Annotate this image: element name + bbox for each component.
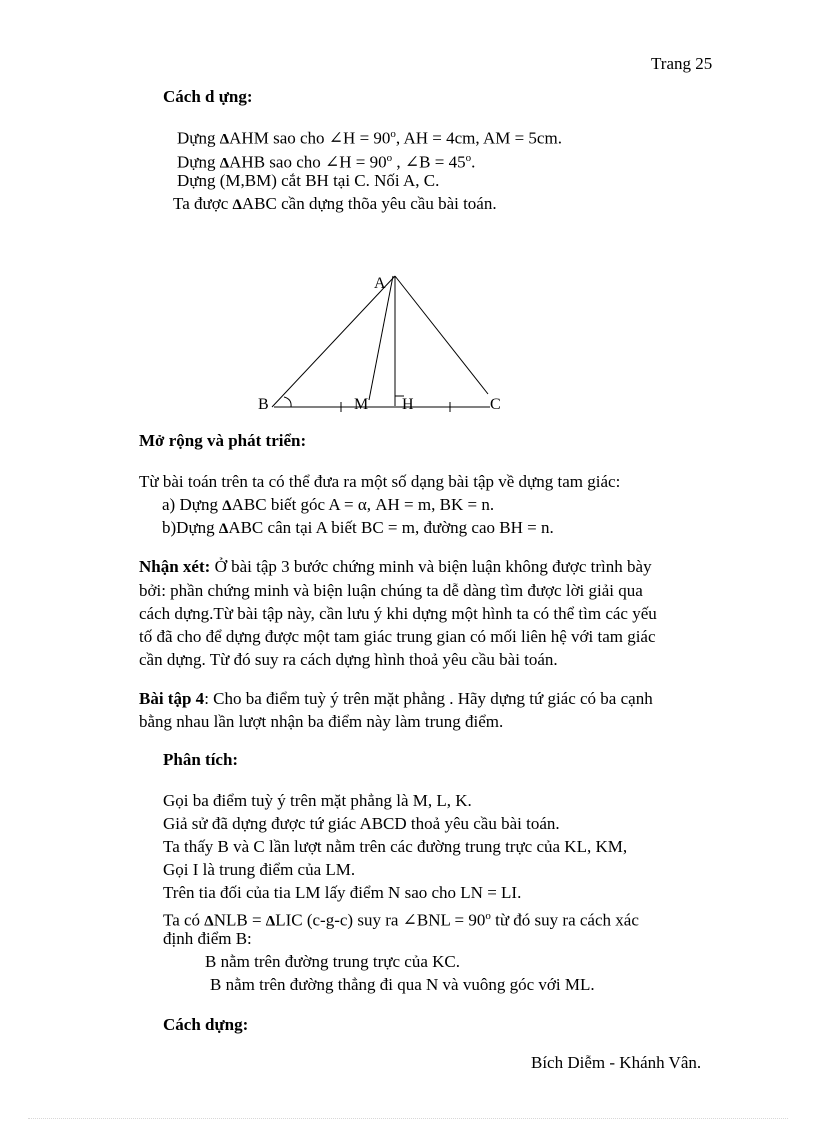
label-h: H: [402, 396, 414, 413]
triangle-icon: Δ: [232, 197, 242, 213]
exercise4-label: Bài tập 4: [139, 689, 205, 708]
analysis-line-9: B nằm trên đường thẳng đi qua N và vuông góc với ML.: [210, 975, 595, 994]
angle-icon: ∠: [328, 128, 344, 148]
page-number: Trang 25: [651, 54, 713, 73]
angle-mark: [284, 397, 291, 407]
exercise4-line-1: Bài tập 4: Cho ba điểm tuỳ ý trên mặt phẳng . Hãy dựng tứ giác có ba cạnh: [139, 689, 653, 708]
angle-icon: ∠: [325, 152, 340, 172]
extension-intro: Từ bài toán trên ta có thể đưa ra một số dạng bài tập về dựng tam giác:: [139, 472, 621, 491]
triangle-icon: Δ: [204, 913, 214, 930]
triangle-icon: Δ: [218, 521, 229, 537]
remark-line-5: cần dựng. Từ đó suy ra cách dựng hình thoả yêu cầu bài toán.: [139, 650, 558, 669]
analysis-heading: Phân tích:: [163, 750, 239, 769]
segment-ab: [272, 276, 395, 407]
analysis-line-7: định điểm B:: [163, 929, 252, 948]
label-b: B: [258, 396, 269, 413]
analysis-line-3: Ta thấy B và C lần lượt nằm trên các đường trung trực của KL, KM,: [163, 837, 628, 856]
construction-heading: Cách d ựng:: [163, 87, 253, 106]
construction-line-4: Ta được ΔABC cần dựng thõa yêu cầu bài toán.: [173, 194, 497, 213]
label-m: M: [354, 396, 369, 413]
segment-ac: [395, 276, 488, 394]
analysis-line-5: Trên tia đối của tia LM lấy điểm N sao cho LN = LI.: [163, 883, 522, 902]
remark-label: Nhận xét:: [139, 557, 211, 576]
triangle-icon: Δ: [265, 913, 276, 930]
analysis-line-6: Ta có ΔNLB = ΔLIC (c-g-c) suy ra ∠BNL = $90^o$ từ đó suy ra cách xác: [163, 910, 639, 930]
construction2-heading: Cách dựng:: [163, 1015, 249, 1034]
angle-icon: ∠: [404, 152, 420, 172]
remark-line-4: tố đã cho để dựng được một tam giác trung gian có mối liên hệ với tam giác: [139, 627, 656, 646]
construction-line-1: Dựng ΔAHM sao cho ∠H = $90^o$, AH = 4cm, AM = 5cm.: [177, 128, 562, 148]
label-c: C: [490, 396, 501, 413]
analysis-line-8: B nằm trên đường trung trực của KC.: [205, 952, 460, 971]
remark-line-1: Nhận xét: Ở bài tập 3 bước chứng minh và biện luận không được trình bày: [139, 557, 652, 576]
triangle-icon: Δ: [219, 131, 230, 148]
angle-icon: ∠: [402, 910, 417, 930]
triangle-icon: Δ: [222, 498, 232, 514]
exercise4-line-2: bằng nhau lần lượt nhận ba điểm này làm trung điểm.: [139, 712, 504, 731]
remark-line-2: bởi: phần chứng minh và biện luận chúng ta dễ dàng tìm được lời giải qua: [139, 581, 643, 600]
extension-item-b: b)Dựng ΔABC cân tại A biết BC = m, đường cao BH = n.: [162, 518, 554, 537]
footer-authors: Bích Diễm - Khánh Vân.: [531, 1053, 702, 1072]
extension-item-a: a) Dựng ΔABC biết góc A = α, AH = m, BK = n.: [162, 495, 495, 514]
analysis-line-2: Giả sử đã dựng được tứ giác ABCD thoả yêu cầu bài toán.: [163, 814, 560, 833]
analysis-line-4: Gọi I là trung điểm của LM.: [163, 860, 356, 879]
segment-am: [369, 276, 393, 400]
footer-divider: [28, 1118, 788, 1119]
analysis-line-1: Gọi ba điểm tuỳ ý trên mặt phẳng là M, L, K.: [163, 791, 472, 810]
construction-line-3: Dựng (M,BM) cắt BH tại C. Nối A, C.: [177, 171, 440, 190]
triangle-icon: Δ: [219, 155, 230, 172]
label-a: A: [374, 275, 386, 292]
construction-line-2: Dựng ΔAHB sao cho ∠H = $90^o$ , ∠B = $45^o$.: [177, 152, 476, 172]
remark-line-3: cách dựng.Từ bài tập này, cần lưu ý khi dựng một hình ta có thể tìm các yếu: [139, 604, 657, 623]
extension-heading: Mở rộng và phát triển:: [139, 431, 307, 450]
